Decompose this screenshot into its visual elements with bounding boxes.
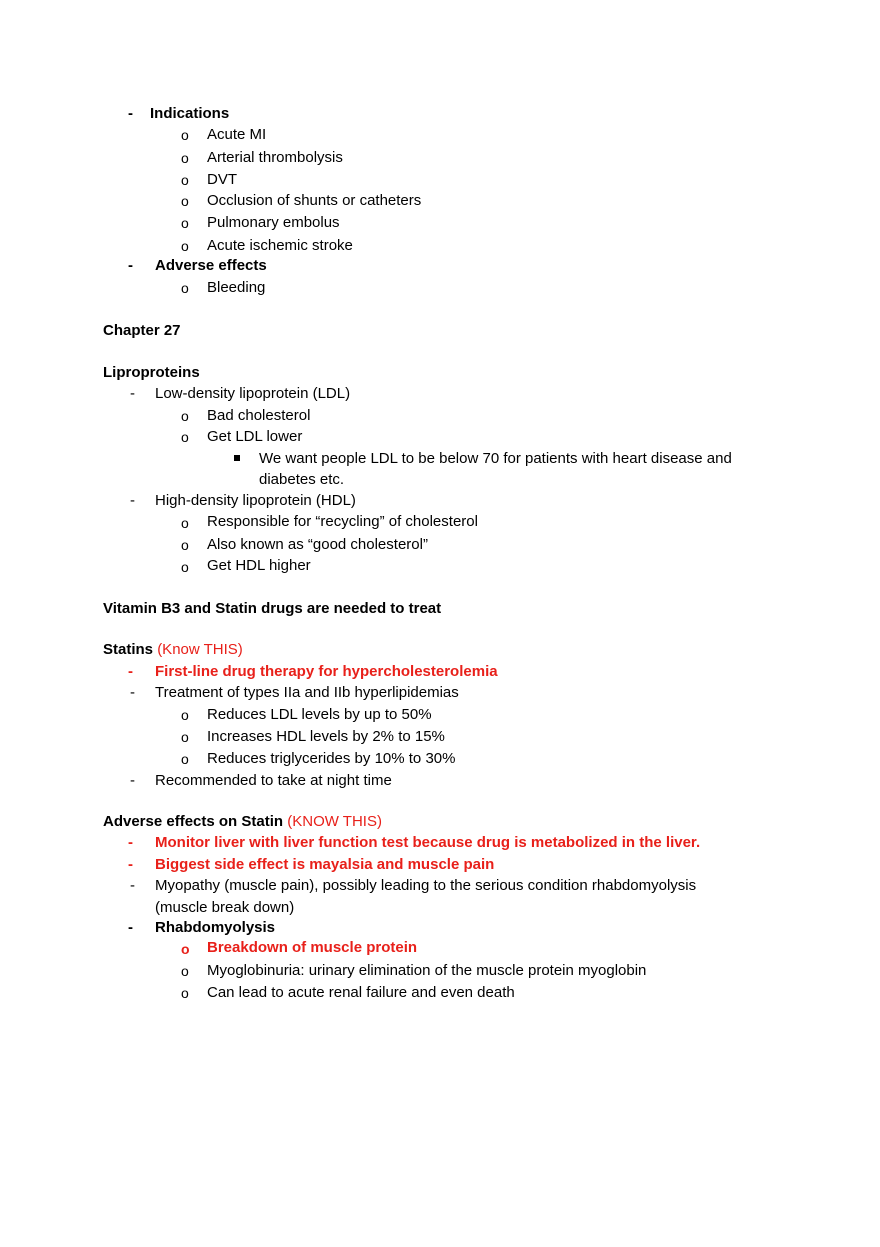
statins-night: Recommended to take at night time [155,772,392,789]
dash-bullet: - [130,684,135,701]
circle-bullet: o [181,729,189,745]
adverse-statin-know-this: (KNOW THIS) [287,813,382,830]
statins-heading-line [103,640,243,660]
ldl-note: We want people LDL to be below 70 for patients with heart disease and [259,450,732,467]
rhabdomyolysis-heading: Rhabdomyolysis [155,919,276,936]
indication-item: Acute ischemic stroke [207,237,353,254]
circle-bullet: o [181,172,189,188]
dash-bullet: - [130,772,135,789]
indication-item: Acute MI [207,126,267,143]
myopathy-line: Myopathy (muscle pain), possibly leading to the serious condition rhabdomyolysis [155,877,697,894]
ldl-item: Get LDL lower [207,428,303,445]
circle-bullet: o [181,985,189,1001]
statin-effect-item: Reduces triglycerides by 10% to 30% [207,750,456,767]
adverse-statin-heading-line [103,812,382,832]
circle-bullet: o [181,963,189,979]
hdl-item: Also known as “good cholesterol” [207,536,428,553]
indication-item: Pulmonary embolus [207,214,340,231]
dash-bullet: - [128,834,133,851]
ldl-item: Bad cholesterol [207,407,311,424]
ldl-label: Low-density lipoprotein (LDL) [155,385,351,402]
dash-bullet: - [130,492,135,509]
circle-bullet: o [181,127,189,143]
dash-bullet: - [128,919,133,936]
circle-bullet: o [181,408,189,424]
circle-bullet: o [181,537,189,553]
dash-bullet: - [128,105,133,122]
chapter-heading: Chapter 27 [103,322,181,339]
circle-bullet: o [181,941,190,957]
circle-bullet: o [181,215,189,231]
indication-item: Arterial thrombolysis [207,149,343,166]
circle-bullet: o [181,193,189,209]
adverse-item: Bleeding [207,279,266,296]
statins-heading: Statins [103,641,154,658]
hdl-item: Get HDL higher [207,557,311,574]
hdl-label: High-density lipoprotein (HDL) [155,492,356,509]
square-bullet-icon [234,455,240,461]
myopathy-line-continued: (muscle break down) [155,899,295,916]
rhabdo-item: Can lead to acute renal failure and even death [207,984,515,1001]
dash-bullet: - [128,257,133,274]
dash-bullet: - [130,385,135,402]
rhabdo-item: Breakdown of muscle protein [207,939,418,956]
statins-know-this: (Know THIS) [157,641,243,658]
circle-bullet: o [181,150,189,166]
circle-bullet: o [181,280,189,296]
dash-bullet: - [130,877,135,894]
lipoproteins-heading: Liproproteins [103,364,200,381]
circle-bullet: o [181,238,189,254]
indication-item: DVT [207,171,237,188]
statins-treatment: Treatment of types IIa and IIb hyperlipidemias [155,684,459,701]
hdl-item: Responsible for “recycling” of cholesterol [207,513,478,530]
adverse-statin-heading: Adverse effects on Statin [103,813,284,830]
monitor-liver-note: Monitor liver with liver function test because drug is metabolized in the liver. [155,834,701,851]
vitamin-b3-line: Vitamin B3 and Statin drugs are needed to treat [103,600,442,617]
adverse-effects-heading: Adverse effects [155,257,267,274]
biggest-side-effect: Biggest side effect is mayalsia and muscle pain [155,856,495,873]
circle-bullet: o [181,559,189,575]
statins-first-line: First-line drug therapy for hypercholesterolemia [155,663,498,680]
circle-bullet: o [181,515,189,531]
circle-bullet: o [181,751,189,767]
statin-effect-item: Reduces LDL levels by up to 50% [207,706,432,723]
circle-bullet: o [181,707,189,723]
indications-heading: Indications [150,105,230,122]
rhabdo-item: Myoglobinuria: urinary elimination of the muscle protein myoglobin [207,962,647,979]
dash-bullet: - [128,663,133,680]
ldl-note-continued: diabetes etc. [259,471,345,488]
indication-item: Occlusion of shunts or catheters [207,192,422,209]
statin-effect-item: Increases HDL levels by 2% to 15% [207,728,445,745]
dash-bullet: - [128,856,133,873]
circle-bullet: o [181,429,189,445]
